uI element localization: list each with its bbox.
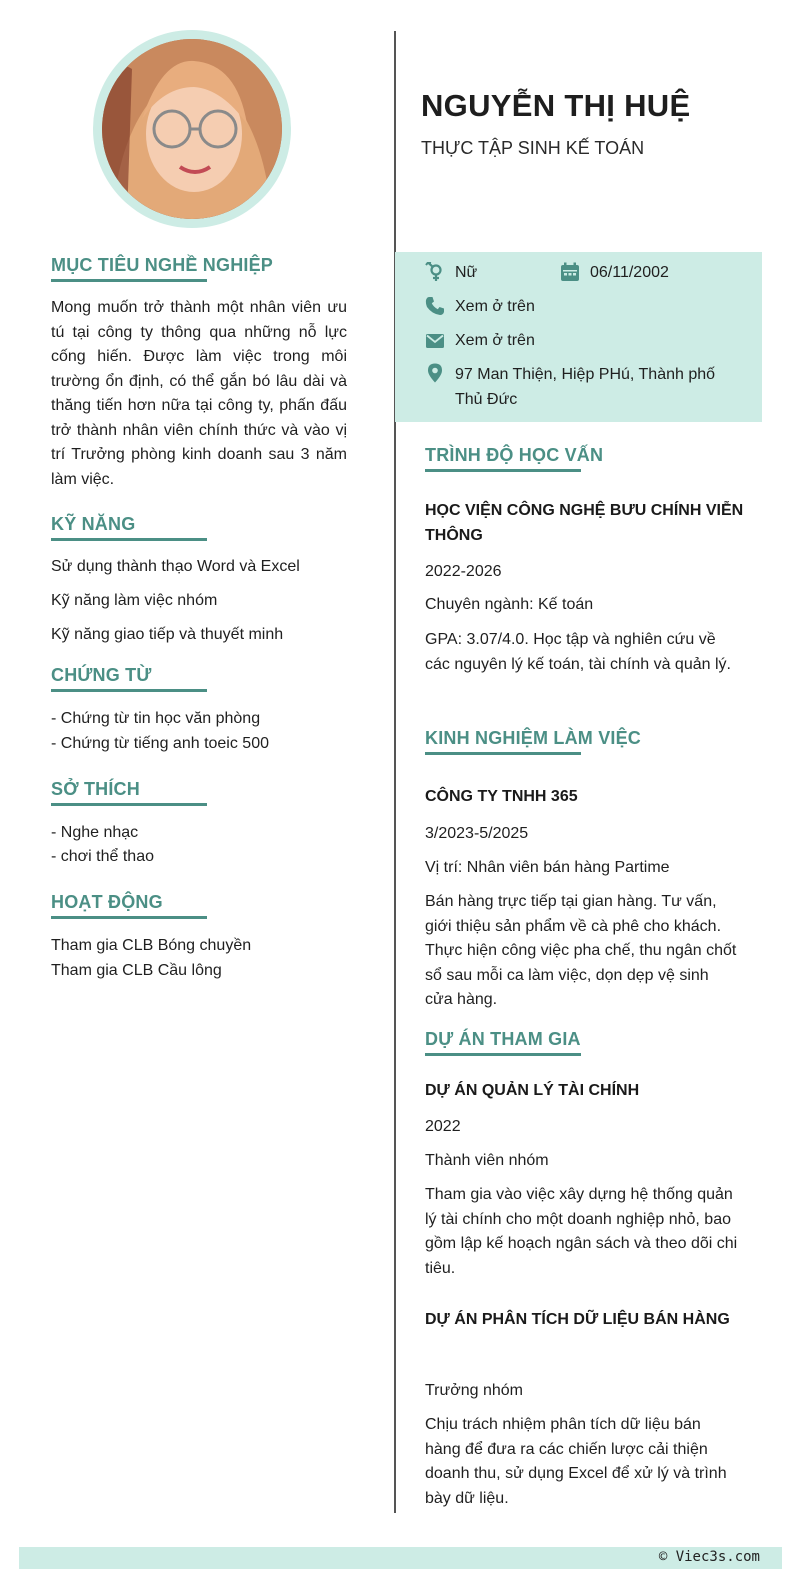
phone-icon	[425, 296, 445, 316]
hobbies-underline	[51, 803, 207, 806]
education-underline	[425, 469, 581, 472]
footer-bar	[19, 1547, 782, 1569]
school-name: HỌC VIỆN CÔNG NGHỆ BƯU CHÍNH VIỄN THÔNG	[425, 502, 744, 544]
skills-title: KỸ NĂNG	[51, 514, 136, 534]
location-icon	[425, 363, 445, 383]
email-icon	[425, 331, 445, 351]
skill-item: Kỹ năng giao tiếp và thuyết minh	[51, 626, 284, 643]
objective-underline	[51, 279, 207, 282]
project-role: Trưởng nhóm	[425, 1382, 523, 1399]
phone-value: Xem ở trên	[455, 298, 535, 315]
experience-title: KINH NGHIỆM LÀM VIỆC	[425, 728, 642, 748]
skill-item: Sử dụng thành thạo Word và Excel	[51, 558, 300, 575]
experience-position: Vị trí: Nhân viên bán hàng Partime	[425, 859, 670, 876]
education-gpa: GPA: 3.07/4.0. Học tập và nghiên cứu về các nguyên lý kế toán, tài chính và quản lý.	[425, 631, 731, 673]
contact-panel	[395, 252, 762, 422]
experience-period: 3/2023-5/2025	[425, 825, 529, 842]
certificates-underline	[51, 689, 207, 692]
skills-underline	[51, 538, 207, 541]
address-value	[455, 363, 745, 412]
candidate-name: NGUYỄN THỊ HUỆ	[421, 88, 691, 123]
project-description: Chịu trách nhiệm phân tích dữ liệu bán hàng để đưa ra các chiến lược cải thiện doanh thu, sử dụng Excel để xử lý và trình bày dữ liệu.	[425, 1416, 727, 1507]
project-name: DỰ ÁN PHÂN TÍCH DỮ LIỆU BÁN HÀNG	[425, 1311, 730, 1328]
avatar	[102, 39, 282, 219]
project-role: Thành viên nhóm	[425, 1152, 549, 1169]
activities-underline	[51, 916, 207, 919]
activities-title: HOẠT ĐỘNG	[51, 892, 163, 912]
objective-title: MỤC TIÊU NGHỀ NGHIỆP	[51, 255, 274, 275]
education-major: Chuyên ngành: Kế toán	[425, 596, 594, 613]
candidate-role: THỰC TẬP SINH KẾ TOÁN	[421, 138, 645, 158]
email-value: Xem ở trên	[455, 332, 535, 349]
certificate-item: - Chứng từ tiếng anh toeic 500	[51, 735, 269, 752]
birthdate-value: 06/11/2002	[590, 264, 669, 281]
address-line-1: 97 Man Thiện, Hiệp PHú, Thành phố	[455, 366, 716, 383]
hobby-item: - Nghe nhạc	[51, 824, 139, 841]
experience-underline	[425, 752, 581, 755]
project-name: DỰ ÁN QUẢN LÝ TÀI CHÍNH	[425, 1082, 640, 1099]
address-line-2: Thủ Đức	[455, 390, 518, 408]
project-year: 2022	[425, 1118, 461, 1135]
experience-description: Bán hàng trực tiếp tại gian hàng. Tư vấn, giới thiệu sản phẩm về cà phê cho khách. Thực hiện công việc pha chế, thu ngân chốt sổ sau mỗi ca làm việc, dọn dẹp vệ sinh cửa hàng.	[425, 893, 737, 1008]
objective-body: Mong muốn trở thành một nhân viên ưu tú tại công ty thông qua những nỗ lực cống hiến. Được làm việc trong môi trường ổn định, có thể gắn bó lâu dài và thăng tiến hơn nữa tại công ty, phấn đấu trở thành nhân viên chính thức và vào vị trí Trưởng phòng kinh doanh sau 3 năm làm việc.	[51, 299, 347, 488]
certificate-item: - Chứng từ tin học văn phòng	[51, 710, 261, 727]
projects-underline	[425, 1053, 581, 1056]
projects-title: DỰ ÁN THAM GIA	[425, 1029, 581, 1049]
company-name: CÔNG TY TNHH 365	[425, 788, 578, 805]
hobby-item: - chơi thể thao	[51, 848, 154, 865]
certificates-title: CHỨNG TỪ	[51, 665, 152, 685]
calendar-icon	[560, 262, 580, 282]
project-description: Tham gia vào việc xây dựng hệ thống quản lý tài chính cho một doanh nghiệp nhỏ, bao gồm lập kế hoạch ngân sách và theo dõi chi tiêu.	[425, 1186, 738, 1277]
hobbies-title: SỞ THÍCH	[51, 779, 140, 799]
footer-credit[interactable]: © Viec3s.com	[658, 1549, 760, 1565]
education-title: TRÌNH ĐỘ HỌC VẤN	[425, 445, 604, 465]
activity-item: Tham gia CLB Cầu lông	[51, 962, 222, 979]
activity-item: Tham gia CLB Bóng chuyền	[51, 937, 252, 954]
gender-icon	[425, 262, 445, 282]
gender-value: Nữ	[455, 264, 478, 281]
skill-item: Kỹ năng làm việc nhóm	[51, 592, 218, 609]
education-period: 2022-2026	[425, 563, 502, 580]
